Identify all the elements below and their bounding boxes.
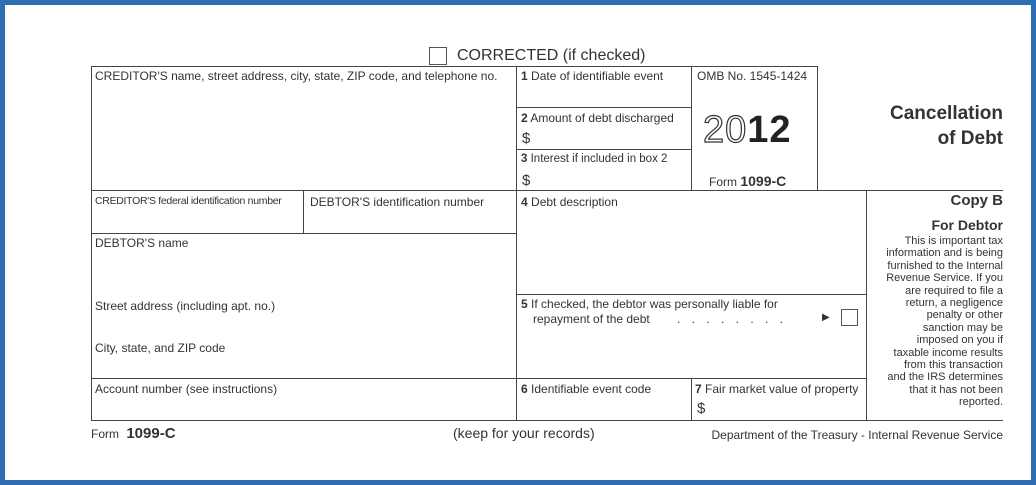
grid-line-row2 [91, 190, 817, 191]
box6-text: Identifiable event code [531, 382, 652, 396]
box5-arrow-icon: ▶ [822, 312, 830, 323]
notice-line: information and is being [886, 247, 1003, 260]
box7-text: Fair market value of property [705, 382, 859, 396]
notice-line: imposed on you if [916, 334, 1003, 347]
grid-line-box4 [516, 294, 866, 295]
notice-line: and the IRS determines [887, 371, 1003, 384]
grid-line-col3 [817, 66, 818, 190]
box3-text: Interest if included in box 2 [530, 153, 668, 165]
notice-line: This is important tax [904, 235, 1003, 247]
footer-keep-label: (keep for your records) [453, 425, 595, 441]
box5-dots: . . . . . . . . [677, 312, 788, 326]
box5-number: 5 [521, 297, 528, 311]
debtor-city-label: City, state, and ZIP code [95, 341, 226, 355]
box7-number: 7 [695, 382, 702, 396]
grid-line-top-right [817, 190, 1003, 191]
box5-text-line2: repayment of the debt [533, 312, 650, 326]
debtor-name-label: DEBTOR'S name [95, 236, 189, 250]
grid-line-box1 [516, 107, 691, 108]
copy-for-label: For Debtor [931, 217, 1003, 233]
notice-line: are required to file a [905, 284, 1003, 297]
box1-number: 1 [521, 69, 528, 83]
tax-year [703, 109, 792, 152]
box4-label [521, 195, 618, 209]
omb-form-number: 1099-C [740, 173, 787, 189]
title-line2: of Debt [937, 128, 1003, 149]
box2-number: 2 [521, 111, 528, 125]
omb-form-label [709, 173, 786, 189]
box2-label [521, 111, 674, 125]
box3-number: 3 [521, 153, 528, 165]
box3-dollar: $ [522, 172, 531, 189]
notice-line: sanction may be [922, 321, 1003, 334]
box4-text: Debt description [531, 195, 618, 209]
corrected-checkbox[interactable] [429, 47, 447, 65]
grid-line-top [91, 66, 817, 67]
grid-line-col1 [516, 66, 517, 420]
grid-line-row3 [91, 233, 516, 234]
notice-line: reported. [958, 396, 1003, 409]
box1-text: Date of identifiable event [531, 69, 664, 83]
form-title [890, 101, 1003, 151]
form-1099c [5, 5, 1031, 480]
notice-line: penalty or other [926, 309, 1003, 322]
notice-line: that it has not been [909, 383, 1003, 396]
box3-label [521, 153, 667, 165]
creditor-name-label: CREDITOR'S name, street address, city, state, ZIP code, and telephone no. [95, 69, 498, 83]
debtor-street-label: Street address (including apt. no.) [95, 299, 276, 313]
box1-label [521, 69, 663, 83]
box6-label [521, 382, 651, 396]
notice-line: furnished to the Internal [887, 259, 1003, 272]
notice-line: from this transaction [903, 359, 1003, 372]
grid-line-col2 [691, 66, 692, 190]
box4-number: 4 [521, 195, 528, 209]
debtor-id-label: DEBTOR'S identification number [310, 195, 485, 209]
grid-line-row5 [91, 378, 866, 379]
grid-line-left [91, 66, 92, 420]
box5-checkbox[interactable] [841, 309, 858, 326]
grid-line-debtor-id [303, 190, 304, 233]
notice-line: return, a negligence [905, 297, 1003, 310]
box2-dollar: $ [522, 130, 531, 147]
debtor-account-label: Account number (see instructions) [95, 382, 278, 396]
grid-line-box7 [691, 378, 692, 420]
notice-line: Revenue Service. If you [886, 272, 1003, 285]
box6-number: 6 [521, 382, 528, 396]
box5-text-line1: If checked, the debtor was personally liable for [531, 297, 778, 311]
footer-department: Department of the Treasury - Internal Revenue Service [711, 428, 1003, 442]
box7-label [695, 382, 858, 396]
copy-notice [863, 235, 1003, 409]
box5-label [521, 297, 778, 311]
title-line1: Cancellation [890, 103, 1003, 124]
box2-text: Amount of debt discharged [530, 111, 674, 125]
year-suffix: 12 [747, 109, 792, 151]
corrected-label: CORRECTED (if checked) [457, 47, 646, 64]
creditor-fed-id-label: CREDITOR'S federal identification number [95, 195, 282, 207]
footer-form-label [91, 425, 176, 442]
footer-form-number: 1099-C [126, 425, 176, 442]
notice-line: taxable income results [893, 346, 1003, 359]
grid-line-bottom [91, 420, 1003, 421]
copy-label: Copy B [950, 192, 1003, 209]
omb-form-word: Form [709, 175, 737, 189]
box7-dollar: $ [697, 400, 706, 417]
footer-form-word: Form [91, 427, 119, 441]
year-prefix: 20 [703, 109, 748, 151]
grid-line-box2 [516, 149, 691, 150]
omb-number: OMB No. 1545-1424 [697, 69, 808, 83]
